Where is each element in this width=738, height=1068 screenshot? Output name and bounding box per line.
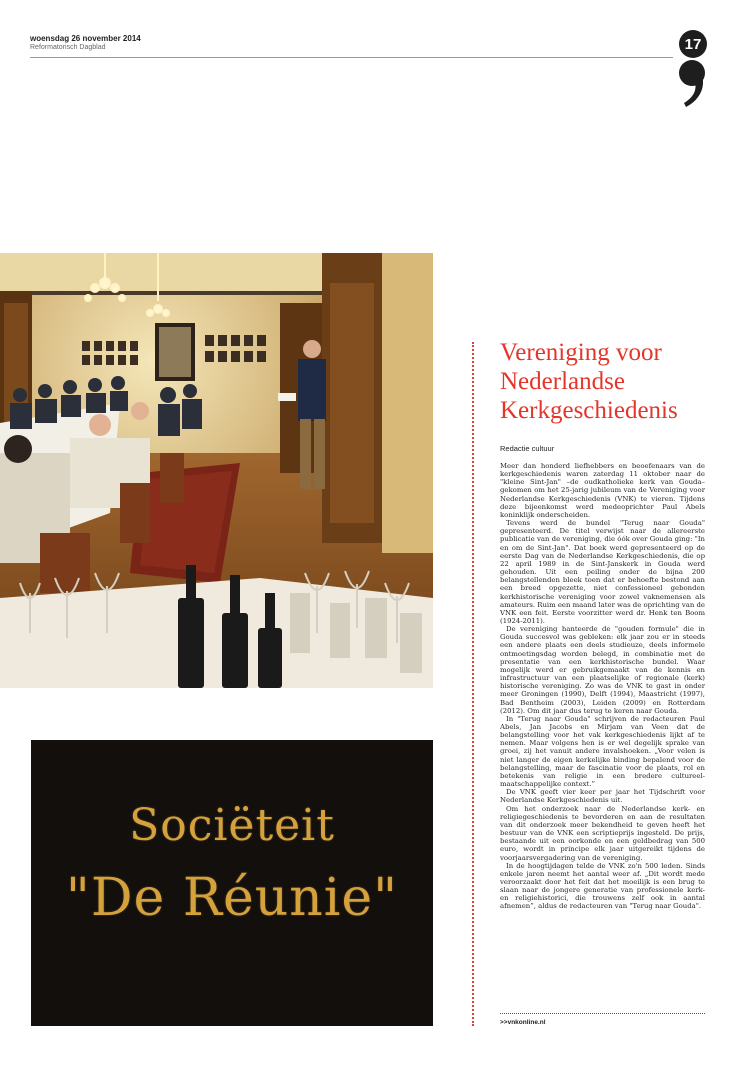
comma-logo-icon bbox=[676, 57, 712, 109]
article-paragraph: Meer dan honderd liefhebbers en beoefenaars van de kerkgeschiedenis waren zaterdag 11 oktober naar de "kleine Sint-Jan" –de oudkatholieke kerk van Gouda– gekomen om het 25-jarig jubileum van de Vereniging voor Nederlandse Kerkgeschiedenis (VNK) te vieren. Tijdens deze bijeenkomst werd medeoprichter Paul Abels koninklijk onderscheiden. bbox=[500, 462, 705, 519]
article-byline: Redactie cultuur bbox=[500, 444, 555, 453]
page-number-badge: 17 bbox=[679, 30, 707, 58]
newspaper-name: Reformatorisch Dagblad bbox=[30, 44, 106, 51]
article-title: Vereniging voor Nederlandse Kerkgeschiedenis bbox=[500, 339, 678, 424]
footer-rule bbox=[500, 1013, 705, 1014]
article-paragraph: In de hoogtijdagen telde de VNK zo'n 500 leden. Sinds enkele jaren neemt het aantal weer af. „Dit wordt mede veroorzaakt door het feit dat het moeilijk is een brug te slaan naar de jongere generatie van professionele kerk- en religiehistorici, die trouwens zelf ook in aantal afnemen”, aldus de redacteuren van "Terug naar Gouda". bbox=[500, 861, 705, 911]
header-date: woensdag 26 november 2014 bbox=[30, 34, 141, 43]
article-paragraph: In "Terug naar Gouda" schrijven de redacteuren Paul Abels, Jan Jacobs en Mirjam van Veen dat de belangstelling voor het vak kerkgeschiedenis lijkt af te nemen. Maar volgens hen is er wel degelijk sprake van groei, zij het vanuit andere invalshoeken. „Voor velen is niet langer de eigen kerkelijke binding bepalend voor de belangstelling, maar de fascinatie voor de plaats, rol en betekenis van religie in een bredere cultureel-maatschappelijke context.” bbox=[500, 714, 705, 789]
header-rule bbox=[30, 57, 673, 58]
societeit-sign-photo bbox=[31, 740, 433, 1026]
article-paragraph: Tevens werd de bundel "Terug naar Gouda" gepresenteerd. De titel verwijst naar de allereerste publicatie van de vereniging, die óók over Gouda ging: "In en om de Sint-Jan". Dat boek werd gepresenteerd op de eerste Dag van de Nederlandse Kerkgeschiedenis, die op 22 april 1989 in de Sint-Janskerk in Gouda werd gehouden. Uit een peiling onder de bijna 200 belangstellenden bleek toen dat er behoefte bestond aan een breed opgezette, niet confessioneel gebonden kerkhistorische vereniging voor zowel vaknemensen als amateurs. Ruim een maand later was de oprichting van de VNK een feit. Eerste voorzitter werd dr. Henk ten Boom (1924-2011). bbox=[500, 519, 705, 625]
article-paragraph: De VNK geeft vier keer per jaar het Tijdschrift voor Nederlandse Kerkgeschiedenis uit. bbox=[500, 788, 705, 805]
article-paragraph: Om het onderzoek naar de Nederlandse kerk- en religiegeschiedenis te bevorderen en aan de resultaten van dit onderzoek meer bekendheid te geven heeft het bestuur van de VNK een scriptieprijs ingesteld. De prijs, bestaande uit een oorkonde en een geldbedrag van 500 euro, wordt in principe elk jaar uitgereikt tijdens de voorjaarsvergadering van de vereniging. bbox=[500, 804, 705, 862]
sign-text-line-2: "De Réunie" bbox=[65, 868, 399, 928]
column-divider bbox=[472, 342, 474, 1026]
article-paragraph: De vereniging hanteerde de "gouden formule" die in Gouda succesvol was gebleken: elk jaar zou er in steeds een andere plaats een deels studieuze, deels informele ontmoetingsdag worden belegd, in combinatie met de presentatie van een kerkhistorische bundel. Waar mogelijk werd er gebruikgemaakt van de kennis en infrastructuur van een plaatselijke of regionale (kerk) historische vereniging. Zo was de VNK te gast in onder meer Groningen (1990), Delft (1994), Maastricht (1997), Bad Bentheim (2003), Leiden (2009) en Rotterdam (2012). Om dit jaar dus terug te keren naar Gouda. bbox=[500, 625, 705, 715]
sign-text-line-1: Sociëteit bbox=[129, 800, 335, 851]
article-body bbox=[500, 462, 705, 911]
meeting-photo bbox=[0, 253, 433, 688]
website-link[interactable]: >>vnkonline.nl bbox=[500, 1019, 546, 1026]
